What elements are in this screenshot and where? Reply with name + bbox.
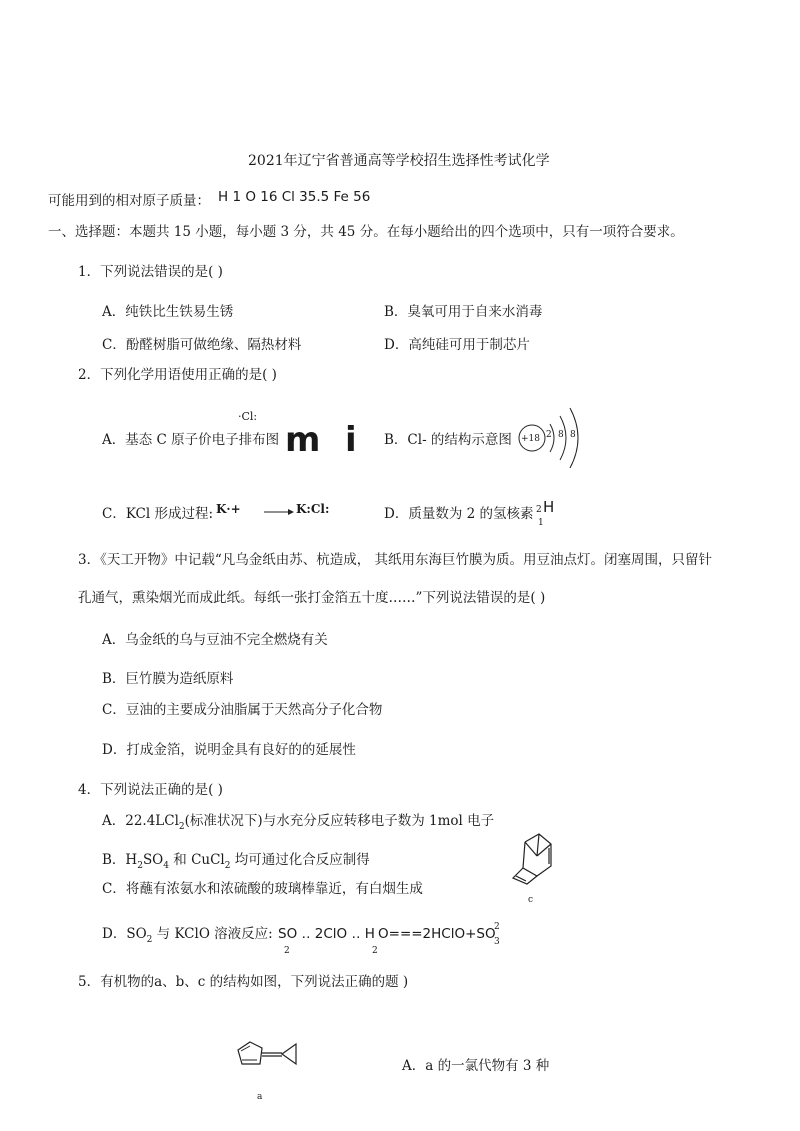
q4-d-equation-right: O===2HClO+SO xyxy=(378,926,496,942)
q3-stem-line2: 孔通气，熏染烟光而成此纸。每纸一张打金箔五十度……”下列说法错误的是( ) xyxy=(78,590,546,606)
structure-c-diagram xyxy=(505,832,565,892)
q4-d-low3: 3 xyxy=(494,937,500,947)
q2-stem: 2．下列化学用语使用正确的是( ) xyxy=(78,367,277,383)
q4-b-sub3: 2 xyxy=(224,861,231,871)
cl-shell-2: 8 xyxy=(558,430,564,440)
q5-stem: 5．有机物的a、b、c 的结构如图，下列说法正确的题 ) xyxy=(78,974,409,990)
atomic-mass-values: H 1 O 16 Cl 35.5 Fe 56 xyxy=(218,189,371,205)
q4-b-sub1: 2 xyxy=(137,861,143,871)
q2-d-element: H xyxy=(543,498,555,516)
page-title: 2021年辽宁省普通高等学校招生选择性考试化学 xyxy=(248,153,550,169)
q4-b-mid1: SO xyxy=(142,852,164,868)
atomic-mass-label: 可能用到的相对原子质量： xyxy=(48,193,210,209)
q4-b-post: 均可通过化合反应制得 xyxy=(230,852,370,868)
q4-a-post: (标准状况下)与水充分反应转移电子数为 1mol 电子 xyxy=(184,813,495,829)
q2-c-reactant: K·+ xyxy=(216,502,241,516)
q4-d-low1: 2 xyxy=(284,946,290,956)
q2-a-cl-dots: ·Cl: xyxy=(238,410,258,423)
q4-d-charge: 2 xyxy=(494,922,500,932)
q4-b-pre: B．H xyxy=(102,852,138,868)
reaction-arrow xyxy=(264,508,294,516)
cl-nucleus-charge: +18 xyxy=(521,434,540,444)
structure-a-label: a xyxy=(257,1092,263,1102)
q1-option-b: B．臭氧可用于自来水消毒 xyxy=(384,304,543,320)
cl-shell-3: 8 xyxy=(570,430,576,440)
q4-d-pre: D．SO xyxy=(102,926,147,942)
q1-option-a: A．纯铁比生铁易生锈 xyxy=(102,304,234,320)
q3-option-c: C．豆油的主要成分油脂属于天然高分子化合物 xyxy=(102,702,383,718)
q4-option-c: C．将蘸有浓氨水和浓硫酸的玻璃棒靠近，有白烟生成 xyxy=(102,881,423,897)
q5-option-a: A．a 的一氯代物有 3 种 xyxy=(402,1058,550,1074)
q2-option-a: A．基态 C 原子价电子排布图 xyxy=(102,432,280,448)
q3-option-a: A．乌金纸的乌与豆油不完全燃烧有关 xyxy=(102,632,328,648)
q4-d-low2: 2 xyxy=(372,946,378,956)
q2-d-mass-number: 2 xyxy=(536,505,542,515)
q2-c-product: K:Cl: xyxy=(296,502,330,516)
q4-b-mid2: 和 CuCl xyxy=(169,852,225,868)
q4-option-b xyxy=(102,848,370,871)
q2-option-d: D．质量数为 2 的氢核素 xyxy=(384,506,534,522)
structure-c-label: c xyxy=(528,895,534,905)
q1-stem: 1．下列说法错误的是( ) xyxy=(78,264,223,280)
q4-a-pre: A．22.4LCl xyxy=(102,813,179,829)
cl-shell-1: 2 xyxy=(546,430,552,440)
q4-b-sub2: 4 xyxy=(163,861,169,871)
q2-option-b: B．Cl- 的结构示意图 xyxy=(384,432,512,448)
q4-d-equation-left: SO ‥ 2ClO ‥ H xyxy=(278,926,375,942)
q1-option-c: C．酚醛树脂可做绝缘、隔热材料 xyxy=(102,337,302,353)
q4-option-a xyxy=(102,809,494,832)
q4-option-d xyxy=(102,922,273,945)
q2-d-atomic-number: 1 xyxy=(538,518,544,528)
q2-a-glyph-i: i xyxy=(345,420,357,460)
q3-stem-line1: 3．《天工开物》中记载“凡乌金纸由苏、杭造成， 其纸用东海巨竹膜为质。用豆油点灯。闭塞周围，只留针 xyxy=(78,552,713,568)
section-header: 一、选择题：本题共 15 小题，每小题 3 分，共 45 分。在每小题给出的四个选项中，只有一项符合要求。 xyxy=(48,224,684,240)
q3-option-d: D．打成金箔，说明金具有良好的的延展性 xyxy=(102,742,356,758)
q3-option-b: B．巨竹膜为造纸原料 xyxy=(102,671,234,687)
q2-a-glyph-m: m xyxy=(285,420,321,460)
q4-d-sub1: 2 xyxy=(146,935,153,945)
q4-stem: 4．下列说法正确的是( ) xyxy=(78,782,223,798)
q2-option-c: C．KCl 形成过程: xyxy=(102,506,214,522)
structure-a-diagram xyxy=(236,1038,302,1072)
q1-option-d: D．高纯硅可用于制芯片 xyxy=(384,337,530,353)
q4-d-mid: 与 KClO 溶液反应: xyxy=(152,926,273,942)
q4-a-sub: 2 xyxy=(178,822,185,832)
